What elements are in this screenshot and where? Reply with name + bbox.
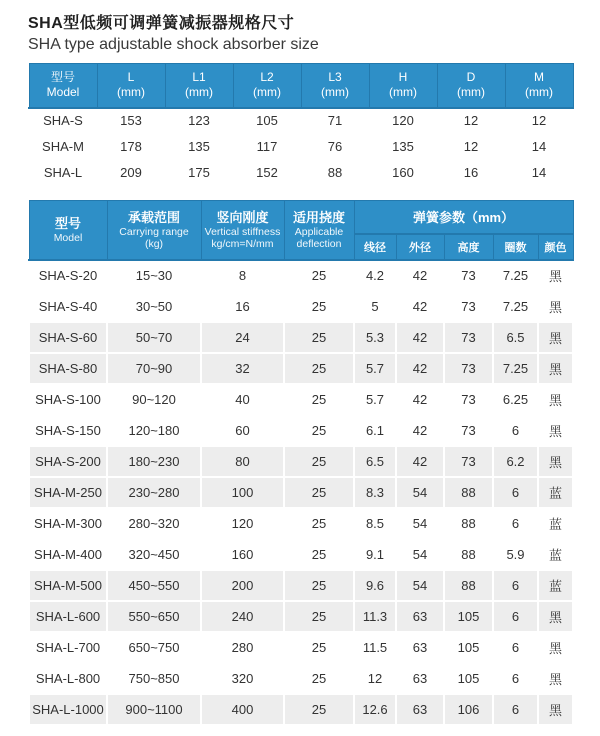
value-cell: 42 <box>396 260 444 291</box>
value-cell: 117 <box>233 134 301 160</box>
value-cell: 54 <box>396 508 444 539</box>
value-cell: 12.6 <box>354 694 396 725</box>
col-unit: (mm) <box>185 85 213 100</box>
value-cell: 320~450 <box>107 539 201 570</box>
value-cell: 8 <box>201 260 284 291</box>
value-cell: 7.25 <box>493 291 538 322</box>
col-header-model-zh: 型号 <box>50 70 75 85</box>
value-cell: 42 <box>396 353 444 384</box>
value-cell: 7.25 <box>493 353 538 384</box>
model-cell: SHA-S-20 <box>29 260 107 291</box>
value-cell: 175 <box>165 160 233 186</box>
value-cell: 黑 <box>538 353 573 384</box>
value-cell: 黑 <box>538 694 573 725</box>
spec-table-head <box>29 200 573 260</box>
col-label: L <box>127 70 135 85</box>
stiffness-en: Vertical stiffness <box>204 225 281 238</box>
value-cell: 54 <box>396 570 444 601</box>
value-cell: 25 <box>284 446 354 477</box>
value-cell: 黑 <box>538 260 573 291</box>
value-cell: 黑 <box>538 601 573 632</box>
value-cell: 14 <box>505 134 573 160</box>
value-cell: 8.3 <box>354 477 396 508</box>
value-cell: 54 <box>396 539 444 570</box>
table-row <box>29 134 573 160</box>
value-cell: 12 <box>437 134 505 160</box>
value-cell: 750~850 <box>107 663 201 694</box>
table-row <box>29 322 573 353</box>
table-row <box>29 108 573 134</box>
value-cell: 12 <box>505 108 573 134</box>
value-cell: 8.5 <box>354 508 396 539</box>
value-cell: 25 <box>284 508 354 539</box>
model-cell: SHA-L-1000 <box>29 694 107 725</box>
value-cell: 73 <box>444 384 493 415</box>
col-label: L3 <box>328 70 342 85</box>
value-cell: 73 <box>444 260 493 291</box>
value-cell: 25 <box>284 663 354 694</box>
value-cell: 6 <box>493 508 538 539</box>
col-header-model-en: Model <box>46 85 80 100</box>
value-cell: 16 <box>201 291 284 322</box>
model-cell: SHA-S-80 <box>29 353 107 384</box>
value-cell: 320 <box>201 663 284 694</box>
col-label: M <box>534 70 544 85</box>
value-cell: 25 <box>284 260 354 291</box>
value-cell: 135 <box>369 134 437 160</box>
col-header-h <box>369 64 437 108</box>
value-cell: 73 <box>444 291 493 322</box>
value-cell: 63 <box>396 601 444 632</box>
value-cell: 6 <box>493 601 538 632</box>
model-cell: SHA-M-250 <box>29 477 107 508</box>
value-cell: 76 <box>301 134 369 160</box>
value-cell: 73 <box>444 446 493 477</box>
value-cell: 88 <box>444 477 493 508</box>
col-header-l1 <box>165 64 233 108</box>
value-cell: 120 <box>369 108 437 134</box>
model-cell: SHA-S <box>29 108 97 134</box>
value-cell: 60 <box>201 415 284 446</box>
value-cell: 123 <box>165 108 233 134</box>
value-cell: 黑 <box>538 663 573 694</box>
value-cell: 黑 <box>538 384 573 415</box>
value-cell: 6 <box>493 477 538 508</box>
value-cell: 120~180 <box>107 415 201 446</box>
spec-table-body <box>29 260 573 725</box>
value-cell: 32 <box>201 353 284 384</box>
spec-header-row-1 <box>29 200 573 234</box>
value-cell: 54 <box>396 477 444 508</box>
model-cell: SHA-L-700 <box>29 632 107 663</box>
value-cell: 73 <box>444 353 493 384</box>
col-header-m <box>505 64 573 108</box>
value-cell: 6 <box>493 632 538 663</box>
model-cell: SHA-M-400 <box>29 539 107 570</box>
deflection-en2: deflection <box>296 237 342 250</box>
value-cell: 100 <box>201 477 284 508</box>
col-header-color: 颜色 <box>538 234 573 260</box>
value-cell: 42 <box>396 384 444 415</box>
deflection-zh: 适用挠度 <box>292 209 345 225</box>
value-cell: 153 <box>97 108 165 134</box>
model-en: Model <box>53 231 83 244</box>
col-header-carrying-range <box>107 200 201 260</box>
col-header-coils: 圈数 <box>493 234 538 260</box>
value-cell: 178 <box>97 134 165 160</box>
value-cell: 650~750 <box>107 632 201 663</box>
value-cell: 6 <box>493 570 538 601</box>
value-cell: 105 <box>233 108 301 134</box>
col-label: H <box>398 70 408 85</box>
value-cell: 5.3 <box>354 322 396 353</box>
value-cell: 63 <box>396 694 444 725</box>
page-title-zh: SHA型低频可调弹簧减振器规格尺寸 <box>28 15 295 32</box>
table-row <box>29 663 573 694</box>
value-cell: 15~30 <box>107 260 201 291</box>
value-cell: 25 <box>284 322 354 353</box>
value-cell: 黑 <box>538 632 573 663</box>
value-cell: 14 <box>505 160 573 186</box>
model-cell: SHA-M <box>29 134 97 160</box>
value-cell: 73 <box>444 415 493 446</box>
value-cell: 11.5 <box>354 632 396 663</box>
col-unit: (mm) <box>457 85 485 100</box>
value-cell: 12 <box>354 663 396 694</box>
value-cell: 6.1 <box>354 415 396 446</box>
value-cell: 400 <box>201 694 284 725</box>
table-row <box>29 291 573 322</box>
size-table-head <box>29 64 573 108</box>
col-header-spring-params: 弹簧参数（mm） <box>354 200 573 234</box>
value-cell: 63 <box>396 663 444 694</box>
table-row <box>29 446 573 477</box>
value-cell: 30~50 <box>107 291 201 322</box>
col-header-outer-diameter: 外径 <box>396 234 444 260</box>
value-cell: 180~230 <box>107 446 201 477</box>
value-cell: 24 <box>201 322 284 353</box>
value-cell: 105 <box>444 601 493 632</box>
model-cell: SHA-S-60 <box>29 322 107 353</box>
model-cell: SHA-S-100 <box>29 384 107 415</box>
value-cell: 9.6 <box>354 570 396 601</box>
carrying-unit: (kg) <box>144 237 164 250</box>
value-cell: 106 <box>444 694 493 725</box>
col-header-d <box>437 64 505 108</box>
value-cell: 450~550 <box>107 570 201 601</box>
col-label: L2 <box>260 70 274 85</box>
value-cell: 25 <box>284 570 354 601</box>
model-cell: SHA-L-800 <box>29 663 107 694</box>
value-cell: 550~650 <box>107 601 201 632</box>
size-table-body <box>29 108 573 186</box>
value-cell: 蓝 <box>538 477 573 508</box>
table-row <box>29 508 573 539</box>
col-header-model <box>29 200 107 260</box>
value-cell: 160 <box>201 539 284 570</box>
value-cell: 25 <box>284 291 354 322</box>
table-row <box>29 415 573 446</box>
col-label: L1 <box>192 70 206 85</box>
value-cell: 40 <box>201 384 284 415</box>
col-header-applicable-deflection <box>284 200 354 260</box>
value-cell: 蓝 <box>538 539 573 570</box>
model-cell: SHA-S-150 <box>29 415 107 446</box>
value-cell: 6.25 <box>493 384 538 415</box>
size-table <box>28 63 574 187</box>
col-header-l2 <box>233 64 301 108</box>
value-cell: 5.9 <box>493 539 538 570</box>
value-cell: 90~120 <box>107 384 201 415</box>
value-cell: 5.7 <box>354 384 396 415</box>
value-cell: 25 <box>284 384 354 415</box>
value-cell: 6.5 <box>354 446 396 477</box>
stiffness-zh: 竖向刚度 <box>216 209 269 225</box>
value-cell: 9.1 <box>354 539 396 570</box>
value-cell: 25 <box>284 632 354 663</box>
carrying-zh: 承载范围 <box>127 209 180 225</box>
col-header-height: 高度 <box>444 234 493 260</box>
value-cell: 42 <box>396 322 444 353</box>
value-cell: 蓝 <box>538 570 573 601</box>
table-row <box>29 539 573 570</box>
model-zh: 型号 <box>54 215 81 231</box>
value-cell: 16 <box>437 160 505 186</box>
value-cell: 105 <box>444 632 493 663</box>
value-cell: 80 <box>201 446 284 477</box>
col-header-vertical-stiffness <box>201 200 284 260</box>
value-cell: 6.5 <box>493 322 538 353</box>
value-cell: 蓝 <box>538 508 573 539</box>
value-cell: 25 <box>284 353 354 384</box>
value-cell: 230~280 <box>107 477 201 508</box>
col-unit: (mm) <box>321 85 349 100</box>
value-cell: 200 <box>201 570 284 601</box>
table-row <box>29 477 573 508</box>
value-cell: 70~90 <box>107 353 201 384</box>
value-cell: 160 <box>369 160 437 186</box>
table-row <box>29 353 573 384</box>
value-cell: 105 <box>444 663 493 694</box>
value-cell: 152 <box>233 160 301 186</box>
col-header-model <box>29 64 97 108</box>
value-cell: 4.2 <box>354 260 396 291</box>
value-cell: 900~1100 <box>107 694 201 725</box>
size-header-row <box>29 64 573 108</box>
value-cell: 42 <box>396 415 444 446</box>
table-row <box>29 160 573 186</box>
col-label: D <box>466 70 476 85</box>
value-cell: 6 <box>493 663 538 694</box>
value-cell: 11.3 <box>354 601 396 632</box>
value-cell: 黑 <box>538 322 573 353</box>
col-unit: (mm) <box>525 85 553 100</box>
model-cell: SHA-L-600 <box>29 601 107 632</box>
value-cell: 黑 <box>538 446 573 477</box>
page-title-en: SHA type adjustable shock absorber size <box>28 36 319 53</box>
table-row <box>29 570 573 601</box>
value-cell: 240 <box>201 601 284 632</box>
value-cell: 12 <box>437 108 505 134</box>
value-cell: 6 <box>493 694 538 725</box>
value-cell: 73 <box>444 322 493 353</box>
table-row <box>29 601 573 632</box>
value-cell: 42 <box>396 446 444 477</box>
value-cell: 50~70 <box>107 322 201 353</box>
value-cell: 88 <box>444 508 493 539</box>
col-header-l <box>97 64 165 108</box>
value-cell: 25 <box>284 477 354 508</box>
value-cell: 42 <box>396 291 444 322</box>
spec-table <box>28 200 574 727</box>
value-cell: 25 <box>284 694 354 725</box>
carrying-en: Carrying range <box>119 225 189 238</box>
value-cell: 209 <box>97 160 165 186</box>
deflection-en1: Applicable <box>294 225 344 238</box>
table-row <box>29 694 573 725</box>
value-cell: 25 <box>284 415 354 446</box>
value-cell: 6.2 <box>493 446 538 477</box>
table-row <box>29 260 573 291</box>
model-cell: SHA-M-500 <box>29 570 107 601</box>
col-unit: (mm) <box>389 85 417 100</box>
value-cell: 6 <box>493 415 538 446</box>
value-cell: 135 <box>165 134 233 160</box>
value-cell: 88 <box>444 570 493 601</box>
table-row <box>29 632 573 663</box>
stiffness-unit: kg/cm=N/mm <box>211 237 274 250</box>
table-row <box>29 384 573 415</box>
value-cell: 280~320 <box>107 508 201 539</box>
model-cell: SHA-S-40 <box>29 291 107 322</box>
value-cell: 7.25 <box>493 260 538 291</box>
col-unit: (mm) <box>117 85 145 100</box>
value-cell: 5.7 <box>354 353 396 384</box>
value-cell: 120 <box>201 508 284 539</box>
value-cell: 黑 <box>538 291 573 322</box>
value-cell: 71 <box>301 108 369 134</box>
col-unit: (mm) <box>253 85 281 100</box>
value-cell: 88 <box>301 160 369 186</box>
value-cell: 黑 <box>538 415 573 446</box>
col-header-wire-diameter: 线径 <box>354 234 396 260</box>
value-cell: 25 <box>284 601 354 632</box>
col-header-l3 <box>301 64 369 108</box>
value-cell: 63 <box>396 632 444 663</box>
value-cell: 280 <box>201 632 284 663</box>
model-cell: SHA-S-200 <box>29 446 107 477</box>
model-cell: SHA-L <box>29 160 97 186</box>
value-cell: 88 <box>444 539 493 570</box>
value-cell: 5 <box>354 291 396 322</box>
model-cell: SHA-M-300 <box>29 508 107 539</box>
value-cell: 25 <box>284 539 354 570</box>
